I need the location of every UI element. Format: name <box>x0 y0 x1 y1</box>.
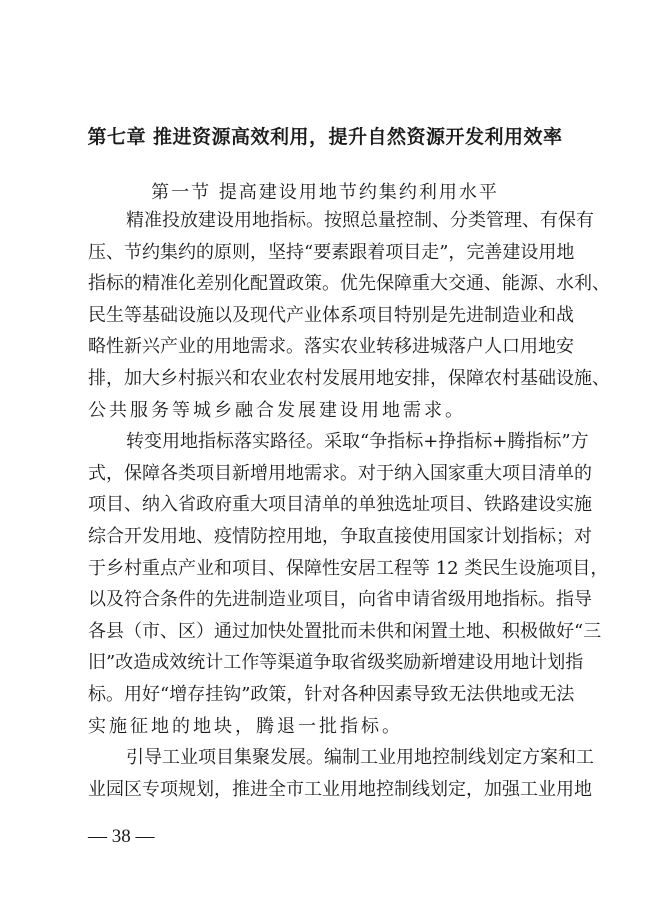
text-line: 标。用好“增存挂钩”政策，针对各种因素导致无法供地或无法 <box>88 683 575 705</box>
text-line: 于乡村重点产业和项目、保障性安居工程等 12 类民生设施项目， <box>88 557 609 579</box>
text-line: 压、节约集约的原则，坚持“要素跟着项目走”，完善建设用地 <box>88 241 575 263</box>
text-line: 民生等基础设施以及现代产业体系项目特别是先进制造业和战 <box>88 304 574 326</box>
body-text <box>88 205 610 805</box>
paragraph <box>88 205 610 426</box>
text-line: 式，保障各类项目新增用地需求。对于纳入国家重大项目清单的 <box>88 462 592 484</box>
chapter-title: 第七章 推进资源高效利用，提升自然资源开发利用效率 <box>87 126 563 148</box>
text-line: 旧”改造成效统计工作等渠道争取省级奖励新增建设用地计划指 <box>88 652 584 674</box>
text-line: 精准投放建设用地指标。按照总量控制、分类管理、有保有 <box>126 210 594 231</box>
section-title: 第一节 提高建设用地节约集约利用水平 <box>151 182 499 203</box>
text-line: 实施征地的地块，腾退一批指标。 <box>88 715 403 737</box>
text-line: 以及符合条件的先进制造业项目，向省申请省级用地指标。指导 <box>88 589 592 611</box>
paragraph <box>88 742 594 805</box>
text-line: 业园区专项规划，推进全市工业用地控制线划定，加强工业用地 <box>88 778 592 800</box>
text-line: 引导工业项目集聚发展。编制工业用地控制线划定方案和工 <box>126 747 594 769</box>
text-line: 排，加大乡村振兴和农业农村发展用地安排，保障农村基础设施、 <box>88 367 610 389</box>
text-line: 略性新兴产业的用地需求。落实农业转移进城落户人口用地安 <box>88 336 574 358</box>
text-line: 公共服务等城乡融合发展建设用地需求。 <box>88 399 466 421</box>
page-number: — 38 — <box>88 826 155 847</box>
paragraph <box>88 426 609 742</box>
text-line: 综合开发用地、疫情防控用地，争取直接使用国家计划指标；对 <box>88 525 592 547</box>
text-line: 各县（市、区）通过加快处置批而未供和闲置土地、积极做好“三 <box>88 620 602 642</box>
text-line: 指标的精准化差别化配置政策。优先保障重大交通、能源、水利、 <box>88 273 610 295</box>
text-line: 转变用地指标落实路径。采取“争指标+挣指标+腾指标”方 <box>126 431 589 453</box>
text-line: 项目、纳入省政府重大项目清单的单独选址项目、铁路建设实施 <box>88 494 592 516</box>
